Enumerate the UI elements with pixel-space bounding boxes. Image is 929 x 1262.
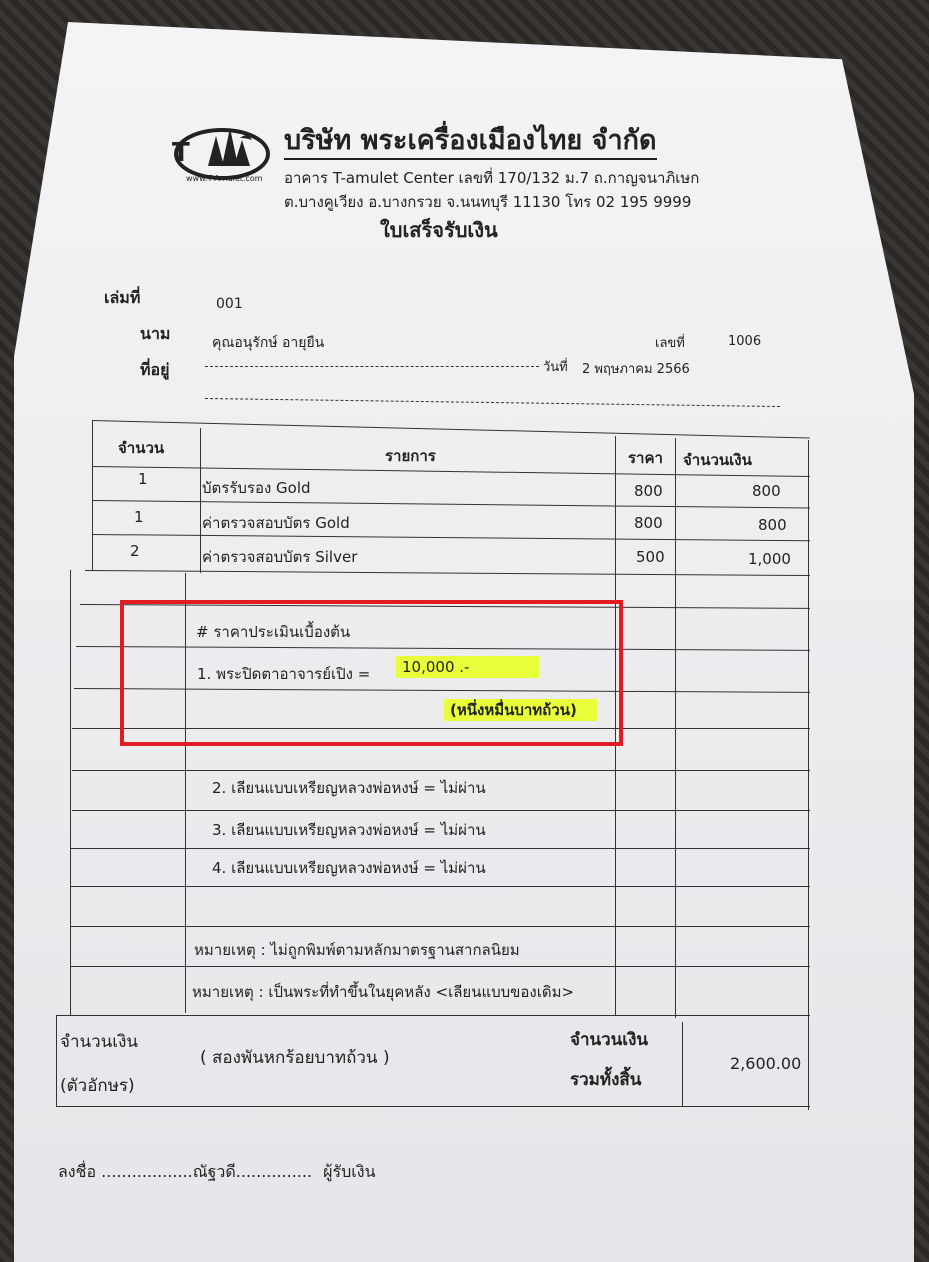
totals-divider [682,1022,683,1107]
book-label: เล่มที่ [104,288,141,307]
total-label-2: รวมทั้งสิ้น [570,1070,642,1090]
row-line [70,966,810,967]
table-row-qty: 1 [134,508,144,526]
date-label: วันที่ [543,360,568,375]
amount-words-label-1: จำนวนเงิน [60,1032,139,1052]
amount-words-value: ( สองพันหกร้อยบาทถ้วน ) [200,1048,390,1068]
totals-bottom-border [56,1106,810,1107]
name-dotted-line [205,366,539,367]
table-row-qty: 1 [138,470,148,488]
table-row-item: บัตรรับรอง Gold [202,479,311,497]
address-label: ที่อยู่ [140,360,170,379]
totals-right-border [808,1020,809,1110]
table-row-price: 800 [634,514,663,532]
address-line-1: อาคาร T-amulet Center เลขที่ 170/132 ม.7 ถ.กาญจนาภิเษก [284,169,700,187]
total-label-1: จำนวนเงิน [570,1030,649,1050]
date-value: 2 พฤษภาคม 2566 [582,362,690,377]
appraisal-item-1: 1. พระปิดตาอาจารย์เปิง = [197,665,371,683]
signature-dots: ............... [235,1162,313,1181]
number-label: เลขที่ [655,336,685,351]
row-line [70,926,810,927]
annotation-highlight-box [120,600,623,746]
header-price: ราคา [628,449,663,467]
row-line [70,886,810,887]
table-row-price: 800 [634,482,663,500]
table-left-border-top [92,420,93,570]
table-row-amount: 800 [758,516,787,534]
table-row-price: 500 [636,548,665,566]
row-line [72,810,810,811]
book-value: 001 [216,296,243,312]
table-row-qty: 2 [130,542,140,560]
header-qty: จำนวน [118,439,165,457]
table-bottom-border [56,1015,810,1016]
header-amount: จำนวนเงิน [683,451,752,469]
row-line [72,770,810,771]
highlighted-words: (หนึ่งหมื่นบาทถ้วน) [444,699,597,721]
highlighted-value: 10,000 .- [396,656,539,678]
result-line-3: 3. เลียนแบบเหรียญหลวงพ่อหงษ์ = ไม่ผ่าน [212,821,486,839]
total-value: 2,600.00 [730,1054,802,1073]
signature-label: ลงชื่อ .................. [58,1162,193,1181]
logo-letter: T [172,138,190,168]
company-logo [170,118,270,188]
customer-name: คุณอนุรักษ์ อายุยืน [212,335,325,351]
address-line-2: ต.บางคูเวียง อ.บางกรวย จ.นนทบุรี 11130 โทร 02 195 9999 [284,193,692,211]
company-name: บริษัท พระเครื่องเมืองไทย จำกัด [284,124,657,160]
result-line-4: 4. เลียนแบบเหรียญหลวงพ่อหงษ์ = ไม่ผ่าน [212,859,486,877]
table-right-border [808,440,809,1020]
note-1: หมายเหตุ : ไม่ถูกพิมพ์ตามหลักมาตรฐานสากลนิยม [194,941,520,959]
appraisal-title: # ราคาประเมินเบื้องต้น [196,623,351,641]
name-label: นาม [140,324,171,343]
table-row-item: ค่าตรวจสอบบัตร Silver [202,548,358,566]
header-item: รายการ [385,447,436,465]
note-2: หมายเหตุ : เป็นพระที่ทำขึ้นในยุคหลัง <เลียนแบบของเดิม> [192,983,575,1001]
receipt-number: 1006 [728,334,762,349]
result-line-2: 2. เลียนแบบเหรียญหลวงพ่อหงษ์ = ไม่ผ่าน [212,779,486,797]
table-row-amount: 1,000 [748,550,791,568]
table-row-amount: 800 [752,482,781,500]
table-left-border-bottom [70,570,71,1015]
signer-role: ผู้รับเงิน [323,1162,376,1181]
signer-name: ณัฐวดี [192,1162,236,1181]
table-row-item: ค่าตรวจสอบบัตร Gold [202,514,350,532]
document-title: ใบเสร็จรับเงิน [380,218,498,242]
logo-url: www.T-Amulet.com [186,174,263,183]
signature-line [58,1160,376,1185]
totals-left-border [56,1015,57,1107]
amount-words-label-2: (ตัวอักษร) [60,1076,135,1096]
row-line [70,848,810,849]
